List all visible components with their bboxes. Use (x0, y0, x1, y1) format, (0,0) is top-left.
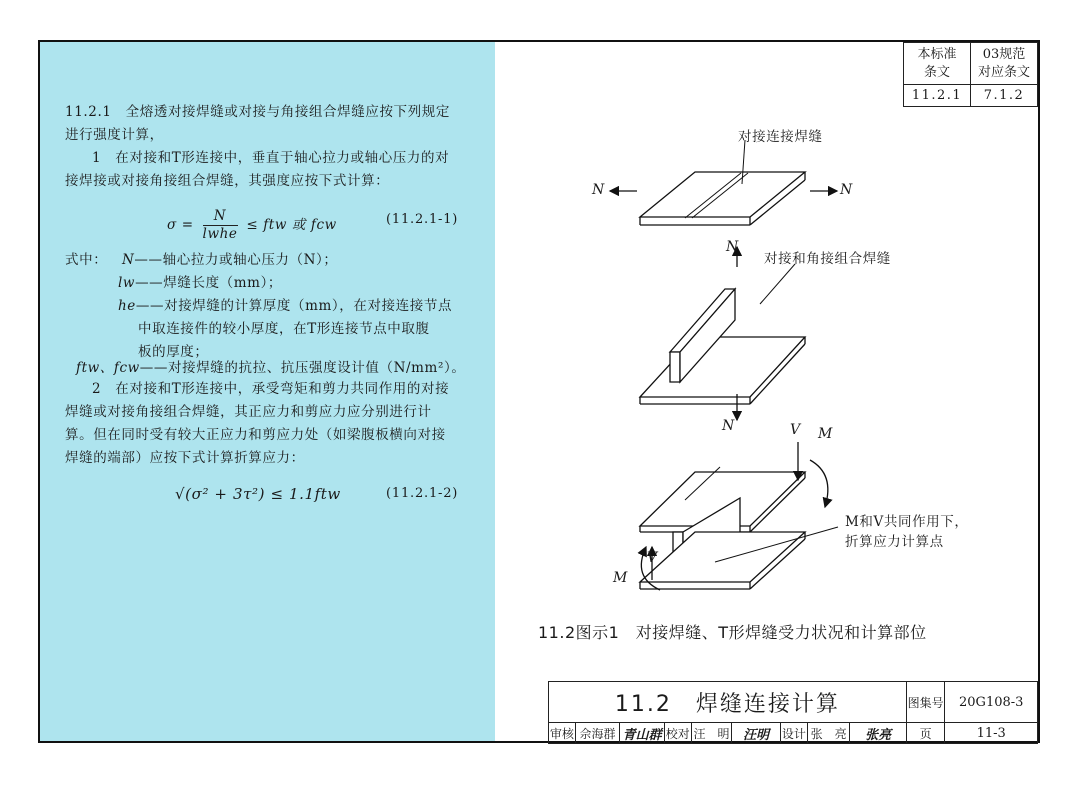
atlas-label: 图集号 (906, 682, 945, 723)
check-label: 校对 (664, 723, 691, 744)
checker: 汪 明 (691, 723, 732, 744)
item1-line1: 1 在对接和T形连接中，垂直于轴心拉力或轴心压力的对 (92, 150, 450, 166)
checker-signature: 汪明 (732, 723, 780, 744)
eq1-numerator: N (203, 208, 238, 226)
figure-caption: 11.2图示1 对接焊缝、T形焊缝受力状况和计算部位 (538, 623, 927, 642)
label-butt-weld: 对接连接焊缝 (738, 129, 823, 145)
equation-2: √(σ² + 3τ²) ≤ 1.1ftw (175, 485, 341, 503)
drawing-frame (38, 40, 1040, 743)
def-row-0: N——轴心拉力或轴心压力（N）； (122, 252, 338, 268)
label-point-1: M和V共同作用下， (845, 514, 969, 530)
var-v-bottom: V (647, 550, 658, 566)
designer-signature: 张亮 (850, 723, 906, 744)
review-label: 审核 (549, 723, 576, 744)
var-n-right: N (840, 182, 853, 198)
ref-head-1: 本标准 条文 (904, 43, 971, 85)
item2-line1: 2 在对接和T形连接中，承受弯矩和剪力共同作用的对接 (92, 381, 450, 397)
page-number: 11-3 (945, 723, 1038, 744)
ref-val-1: 11.2.1 (904, 85, 971, 107)
item2-line3: 算。但在同时受有较大正应力和剪应力处（如梁腹板横向对接 (65, 427, 446, 443)
item2-line4: 焊缝的端部）应按下式计算折算应力： (65, 450, 305, 466)
clause-para1-line1: 11.2.1 全熔透对接焊缝或对接与角接组合焊缝应按下列规定 (65, 104, 450, 120)
eq1-lhs: σ = (167, 217, 194, 233)
var-v-top: V (790, 422, 801, 438)
design-label: 设计 (780, 723, 807, 744)
var-m-top: M (818, 426, 833, 442)
eq1-rhs: ≤ ftw 或 fcw (246, 217, 337, 233)
tee-joint (640, 289, 805, 404)
def-row-3: 中取连接件的较小厚度，在T形连接节点中取腹 (138, 321, 430, 337)
var-m-bottom: M (613, 570, 628, 586)
drawing-title: 11.2 焊缝连接计算 (549, 682, 907, 723)
ref-val-2: 7.1.2 (971, 85, 1038, 107)
eq2-number: (11.2.1-2) (386, 486, 459, 501)
var-n-left: N (592, 182, 605, 198)
clause-para1-line2: 进行强度计算， (65, 127, 164, 143)
def-row-2: he——对接焊缝的计算厚度（mm），在对接连接节点 (118, 298, 453, 314)
label-point-2: 折算应力计算点 (845, 534, 944, 550)
tee-leader (760, 264, 795, 304)
i-beam (640, 467, 805, 589)
where-label: 式中： (65, 252, 108, 268)
var-n-up: N (726, 239, 739, 255)
def-row-5: ftw、fcw——对接焊缝的抗拉、抗压强度设计值（N/mm²）。 (76, 360, 466, 376)
butt-joint-plates (640, 172, 805, 225)
ref-head-2: 03规范 对应条文 (971, 43, 1038, 85)
reviewer: 佘海群 (575, 723, 620, 744)
eq1-number: (11.2.1-1) (386, 212, 459, 227)
label-tee-weld: 对接和角接组合焊缝 (764, 251, 891, 267)
designer: 张 亮 (807, 723, 850, 744)
var-n-down: N (722, 418, 735, 434)
moment-top (810, 460, 828, 507)
def-row-4: 板的厚度； (138, 344, 209, 360)
eq1-denominator: lwhe (202, 226, 238, 242)
item1-line2: 接焊接或对接角接组合焊缝，其强度应按下式计算： (65, 173, 390, 189)
atlas-number: 20G108-3 (945, 682, 1038, 723)
def-row-1: lw——焊缝长度（mm）； (118, 275, 283, 291)
item2-line2: 焊缝或对接角接组合焊缝，其正应力和剪应力应分别进行计 (65, 404, 432, 420)
page-label: 页 (906, 723, 945, 744)
title-block (548, 681, 1038, 744)
reviewer-signature: 青山群 (620, 723, 665, 744)
